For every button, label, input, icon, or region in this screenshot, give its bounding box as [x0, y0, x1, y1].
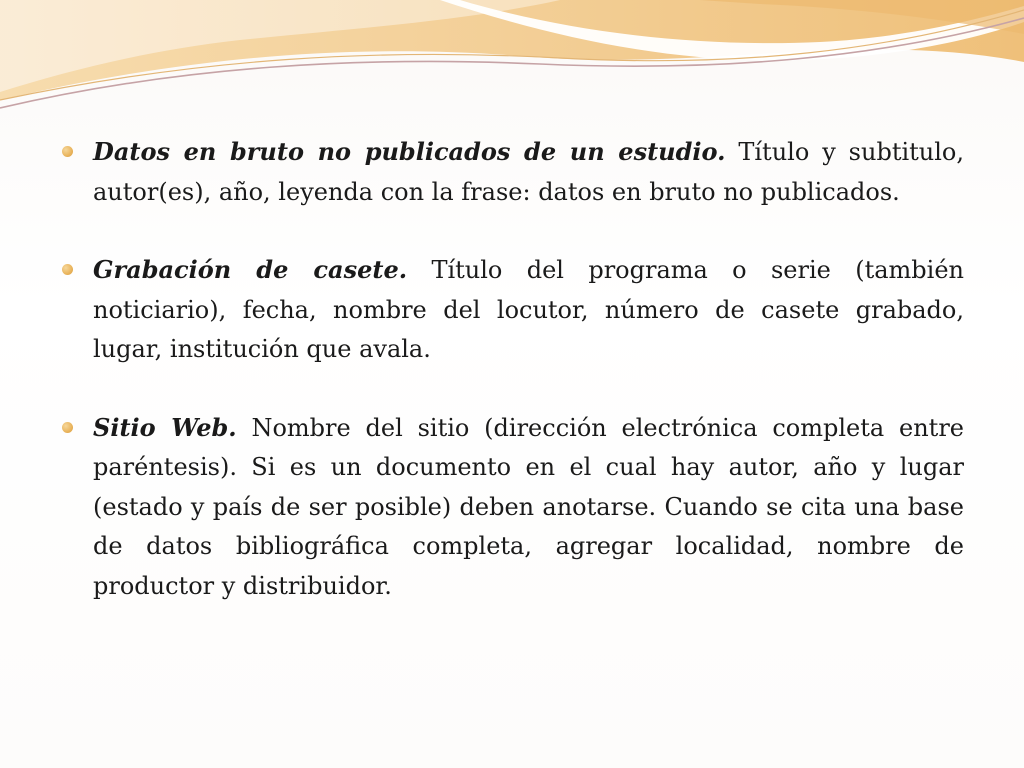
header-wave-decoration	[0, 0, 1024, 130]
bullet-text: Nombre del sitio (dirección electrónica completa entre paréntesis). Si es un documento en el cual hay autor, año y lugar (estado y país de ser posible) deben anotarse. Cuando se cita una base de datos bibliográfica completa, agregar localidad, nombre de productor y distribuidor.	[93, 413, 964, 600]
bullet-item-sitio-web	[62, 408, 964, 607]
bullet-text: Título del programa o serie (también noticiario), fecha, nombre del locutor, número de casete grabado, lugar, institución que avala.	[93, 256, 964, 363]
bullet-item-grabacion-de-casete	[62, 250, 964, 370]
bullet-term: Grabación de casete.	[93, 255, 408, 284]
bullet-item-datos-en-bruto	[62, 132, 964, 212]
bullet-dot-icon	[62, 146, 73, 157]
bullet-dot-icon	[62, 422, 73, 433]
bullet-text: Título y subtitulo, autor(es), año, leyenda con la frase: datos en bruto no publicados.	[93, 138, 964, 206]
bullet-list	[62, 132, 964, 644]
bullet-dot-icon	[62, 264, 73, 275]
bullet-term: Datos en bruto no publicados de un estudio.	[93, 137, 726, 166]
bullet-term: Sitio Web.	[93, 412, 237, 442]
